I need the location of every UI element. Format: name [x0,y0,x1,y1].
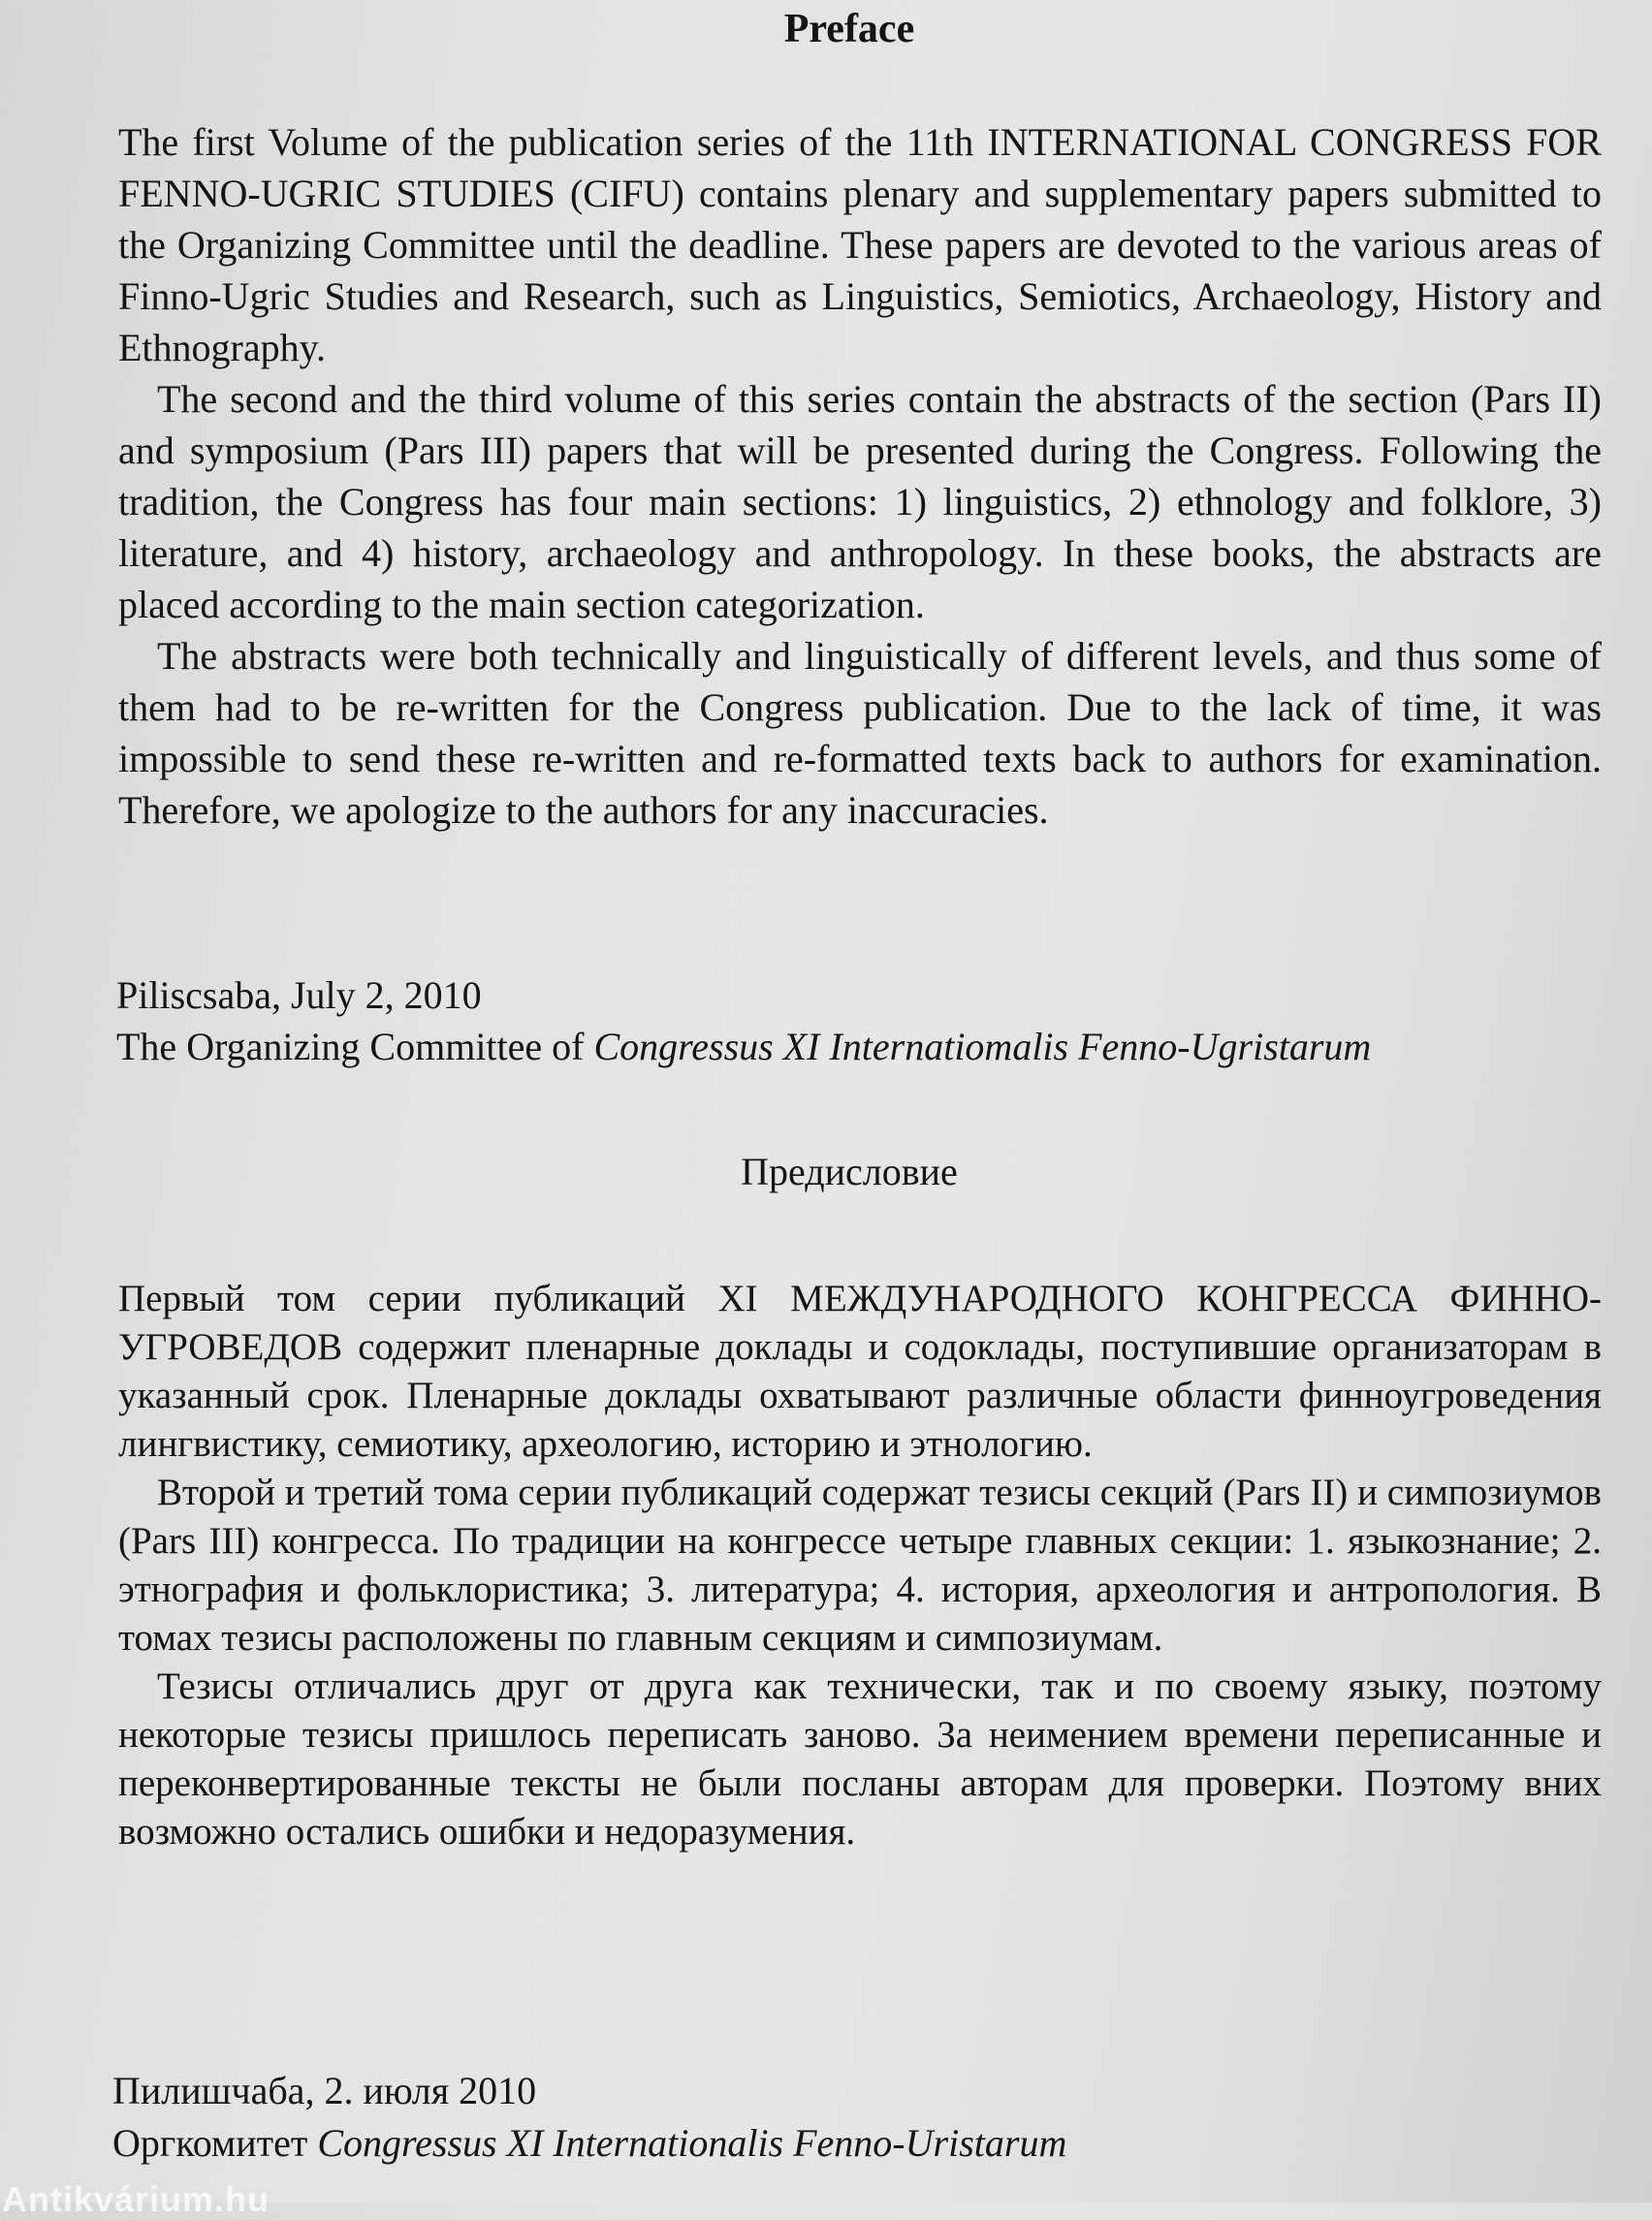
committee-prefix-en: The Organizing Committee of [116,1025,585,1068]
signature-en [116,969,1371,1072]
committee-line-ru [112,2117,1066,2170]
committee-line-en [116,1021,1371,1072]
paragraph-en-2: The second and the third volume of this series contain the abstracts of the section (Pars II) and symposium (Pars III) papers that will be presented during the Congress. Following the tradition, the Congress has four main sections: 1) linguistics, 2) ethnology and folklore, 3) literature, and 4) history, archaeology and anthropology. In these books, the abstracts are placed according to the main section categorization. [118,377,1602,626]
committee-name-en: Congressus XI Internatiomalis Fenno-Ugristarum [593,1025,1372,1068]
place-date-en: Piliscsaba, July 2, 2010 [116,973,482,1017]
paragraph-en-3: The abstracts were both technically and linguistically of different levels, and thus some of them had to be re-written for the Congress publication. Due to the lack of time, it was impossible to send these re-written and re-formatted texts back to authors for examination. Therefore, we apologize to the authors for any inaccuracies. [118,634,1602,832]
paragraph-ru-2: Второй и третий тома серии публикаций содержат тезисы секций (Pars II) и симпозиумов (Pars III) конгресса. По традиции на конгрессе четыре главных секции: 1. языкознание; 2. этнография и фольклористика; 3. литература; 4. история, археология и антропология. В томах тезисы расположены по главным секциям и симпозиумам. [118,1472,1602,1659]
preface-body-ru [118,1275,1602,1856]
signature-ru [112,2065,1066,2170]
preface-body-en [118,116,1602,836]
paragraph-en-1: The first Volume of the publication series of the 11th INTERNATIONAL CONGRESS FOR FENNO-UGRIC STUDIES (CIFU) contains plenary and supplementary papers submitted to the Organizing Committee until the deadline. These papers are devoted to the various areas of Finno-Ugric Studies and Research, such as Linguistics, Semiotics, Archaeology, History and Ethnography. [118,120,1602,369]
paragraph-ru-1: Первый том серии публикаций XI МЕЖДУНАРОДНОГО КОНГРЕССА ФИННО-УГРОВЕДОВ содержит пленарные доклады и содоклады, поступившие организаторам в указанный срок. Пленарные доклады охватывают различные области финноугроведения лингвистику, семиотику, археологию, историю и этнологию. [118,1278,1602,1465]
preface-title-en: Preface [783,7,915,51]
preface-title-ru: Предисловие [741,1150,958,1193]
watermark: Antikvárium.hu [2,2179,270,2219]
committee-name-ru: Congressus XI Internationalis Fenno-Uristarum [317,2121,1067,2165]
paragraph-ru-3: Тезисы отличались друг от друга как технически, так и по своему языку, поэтому некоторые тезисы пришлось переписать заново. За неимением времени переписанные и переконвертированные тексты не были посланы авторам для проверки. Поэтому вних возможно остались ошибки и недоразумения. [118,1665,1602,1853]
committee-prefix-ru: Оргкомитет [112,2121,308,2165]
place-date-ru: Пилишчаба, 2. июля 2010 [112,2069,537,2112]
